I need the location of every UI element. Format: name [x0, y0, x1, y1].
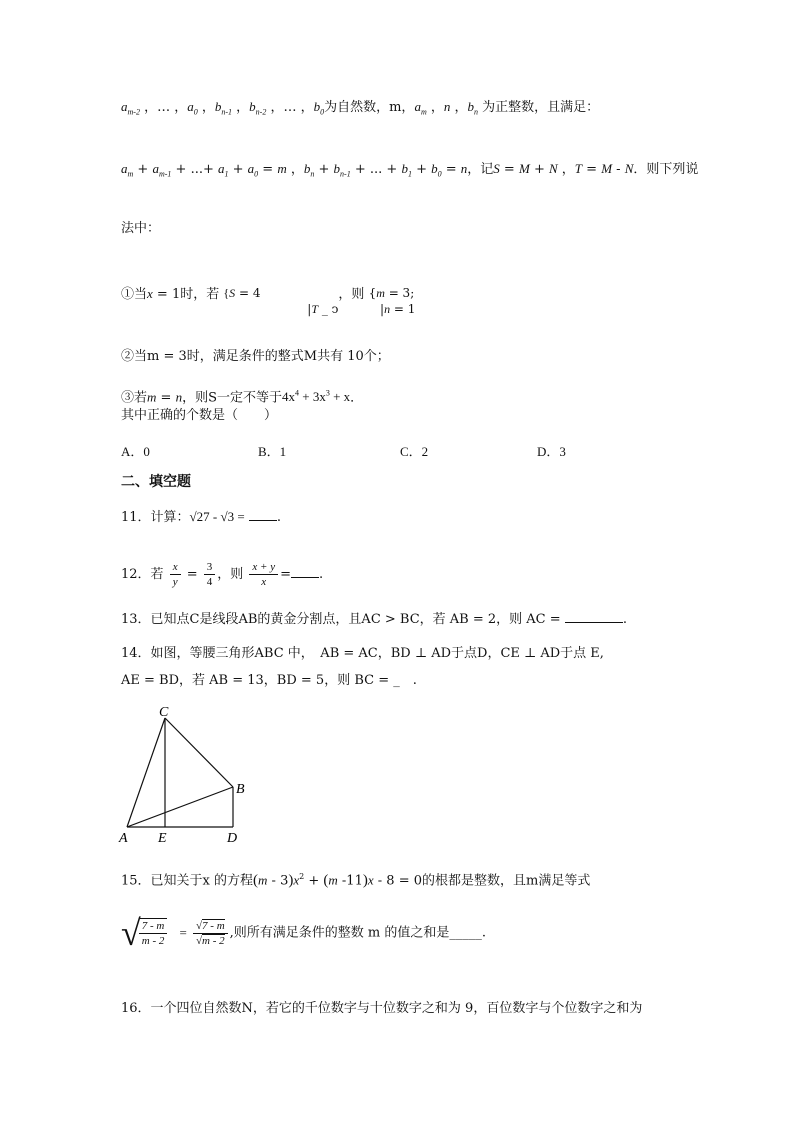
- q12-end: =: [280, 567, 291, 582]
- label-d: D: [227, 831, 238, 845]
- label-e: E: [158, 831, 167, 845]
- q11-label: 11．计算：: [121, 510, 190, 525]
- p10-line2-tail: ，记: [467, 162, 494, 177]
- q15-line2: √ $\frac{7 - m}{m - 2}$ = $\frac{√7 - m}{√m - 2}$ ,则所有满足条件的整数 m 的值之和是_____.: [121, 913, 487, 953]
- q12-label: 12．若: [121, 567, 164, 582]
- s1-a: ①当: [121, 287, 148, 302]
- q15-line1-a: 15．已知关于x 的方程: [121, 873, 254, 889]
- option-d: D．3: [537, 444, 566, 459]
- label-a: A: [119, 831, 128, 845]
- q14-line2: AE = BD，若 AB = 13，BD = 5，则 BC = _ .: [121, 673, 417, 688]
- section-heading: 二、填空题: [121, 474, 191, 490]
- p10-line1: $a_{m-2}$ ，… ，$a_0$ ，$b_{n-1}$ ，$b_{n-2}$ ，… ，$b_0$为自然数，m，$a_m$ ，n ，$b_n$ 为正整数，且满足：: [121, 99, 600, 117]
- triangle-figure: [115, 703, 255, 845]
- option-c: C．2: [400, 444, 429, 459]
- segment-ac: [127, 718, 165, 827]
- p10-statement-3: ③若m = n，则S一定不等于$4x^4 + 3x^3 + x$．: [121, 389, 364, 406]
- q11-expr: √27 - √3 =: [189, 509, 245, 524]
- q15-line1: 15．已知关于x 的方程$(m - 3)x^2 + (m$ -11)x - 8 = 0的根都是整数，且m满足等式: [121, 872, 591, 889]
- p10-line3: 法中：: [121, 221, 161, 236]
- p10-statement-1: ①当x = 1时，若 {S = 4 |T _ ↄ，则 {m = 3; |n = 1: [121, 286, 416, 316]
- q12: 12．若 $\frac{x}{y}$ = $\frac{3}{4}$ ，则 $\frac{x + y}{x}$ = .: [121, 561, 324, 588]
- p10-line1-tail2: 为正整数，且满足：: [482, 100, 600, 115]
- p10-line2: $a_m + a_{m-1}$ + ...+ $a_1 + a_0 = m$ ，$b_n + b_{n-1}$ + ... + $b_1 + b_0 = n$，记S = M + N ，T = M - N．则下列说: [121, 161, 699, 179]
- s3-b: ，则S一定不等于: [182, 390, 282, 406]
- q13-end: .: [622, 612, 627, 627]
- label-b: B: [236, 782, 245, 797]
- option-b: B．1: [258, 444, 287, 459]
- q12-mid: ，则: [217, 567, 244, 582]
- segment-cb: [165, 718, 233, 787]
- q13-text: 13．已知点C是线段AB的黄金分割点，且AC > BC，若 AB = 2，则 AC =: [121, 612, 561, 627]
- p10-line2-tail2: ．则下列说: [633, 162, 699, 177]
- q16: 16．一个四位自然数N，若它的千位数字与十位数字之和为 9，百位数字与个位数字之和为: [121, 1001, 643, 1016]
- s3-a: ③若: [121, 390, 148, 406]
- segment-ab: [127, 787, 233, 827]
- s1-c: ，则: [338, 287, 365, 302]
- p10-line1-tail: 为自然数，m，: [324, 100, 415, 115]
- q15-line2-text: ,则所有满足条件的整数 m 的值之和是_____.: [229, 925, 487, 941]
- option-a: A．0: [121, 444, 150, 459]
- q11: 11．计算：√27 - √3 = .: [121, 509, 282, 525]
- p10-question: 其中正确的个数是（ ）: [121, 408, 278, 423]
- q13: [121, 610, 627, 629]
- q14-line1: 14．如图，等腰三角形ABC 中， AB = AC，BD ⊥ AD于点D，CE ⊥ AD于点 E,: [121, 646, 604, 661]
- q15-line1-b: 的根都是整数，且m满足等式: [422, 873, 591, 889]
- p10-statement-2: ②当m = 3时，满足条件的整式M共有 10个；: [121, 349, 390, 364]
- s1-b: 时，若: [180, 287, 220, 302]
- label-c: C: [159, 705, 169, 720]
